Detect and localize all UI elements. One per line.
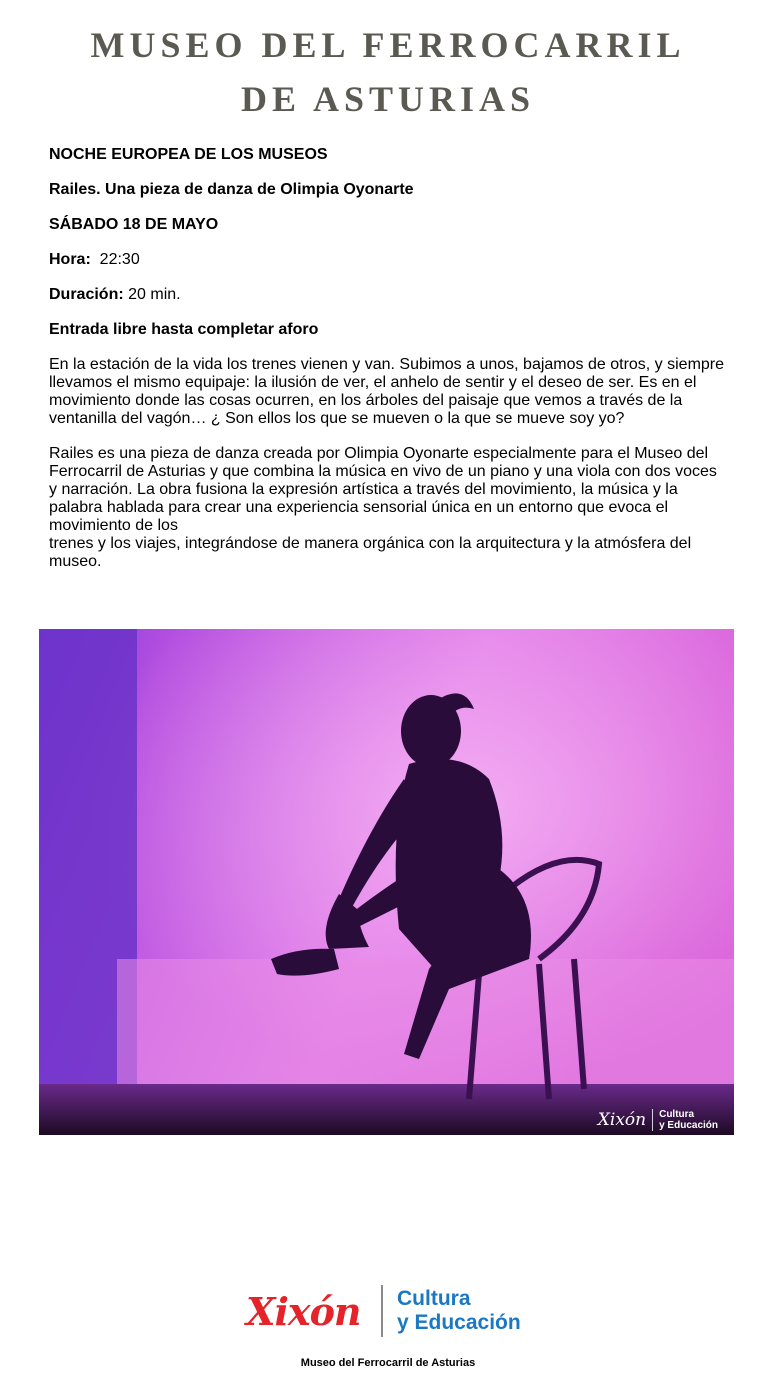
- dancer-photo-illustration: [39, 629, 734, 1135]
- logo-divider: [381, 1285, 383, 1337]
- event-duration-label: Duración:: [49, 286, 124, 303]
- watermark-line-1: Cultura: [659, 1109, 695, 1120]
- event-photo: [39, 629, 734, 1135]
- event-time: [49, 251, 729, 269]
- event-date: SÁBADO 18 DE MAYO: [49, 216, 219, 233]
- footer-caption: Museo del Ferrocarril de Asturias: [300, 1357, 476, 1369]
- xixon-cultura-logo: [246, 1282, 536, 1340]
- event-details: [49, 146, 729, 571]
- logo-line-2: y Educación: [397, 1311, 521, 1334]
- event-duration: [49, 286, 729, 304]
- event-name: Railes. Una pieza de danza de Olimpia Oyonarte: [49, 181, 414, 198]
- event-duration-value: 20 min.: [128, 286, 181, 303]
- photo-watermark: [598, 1105, 718, 1135]
- page-title-line-1: MUSEO DEL FERROCARRIL: [90, 25, 686, 65]
- watermark-line-2: y Educación: [659, 1120, 718, 1131]
- watermark-cultura: [659, 1109, 718, 1131]
- logo-line-1: Cultura: [397, 1287, 471, 1310]
- event-time-value: 22:30: [99, 251, 140, 268]
- page-title-line-2: DE ASTURIAS: [240, 79, 536, 119]
- event-entry: Entrada libre hasta completar aforo: [49, 321, 319, 338]
- logo-cultura-text: [397, 1287, 521, 1335]
- event-description-2: [49, 445, 729, 571]
- watermark-divider: [652, 1109, 653, 1131]
- event-description-1: En la estación de la vida los trenes vienen y van. Subimos a unos, bajamos de otros, y siempre llevamos el mismo equipaje: la ilusión de ver, el anhelo de sentir y el deseo de ser. Es en el movimiento donde las cosas ocurren, en los árboles del paisaje que vemos a través de la ventanilla del vagón… ¿ Son ellos los que se mueven o la que se mueve soy yo?: [49, 356, 725, 427]
- event-description-2b: trenes y los viajes, integrándose de manera orgánica con la arquitectura y la atmósfera del museo.: [49, 535, 692, 570]
- event-time-label: Hora:: [49, 251, 91, 268]
- event-series: NOCHE EUROPEA DE LOS MUSEOS: [49, 146, 328, 163]
- watermark-xixon-logo: Xixón: [597, 1110, 647, 1130]
- page-title: [0, 18, 776, 126]
- event-description-2a: Railes es una pieza de danza creada por Olimpia Oyonarte especialmente para el Museo del Ferrocarril de Asturias y que combina la música en vivo de un piano y una viola con dos voces y narración. La obra fusiona la expresión artística a través del movimiento, la música y la palabra hablada para crear una experiencia sensorial única en un entorno que evoca el movimiento de los: [49, 445, 717, 534]
- logo-xixon-wordmark: Xixón: [246, 1288, 361, 1334]
